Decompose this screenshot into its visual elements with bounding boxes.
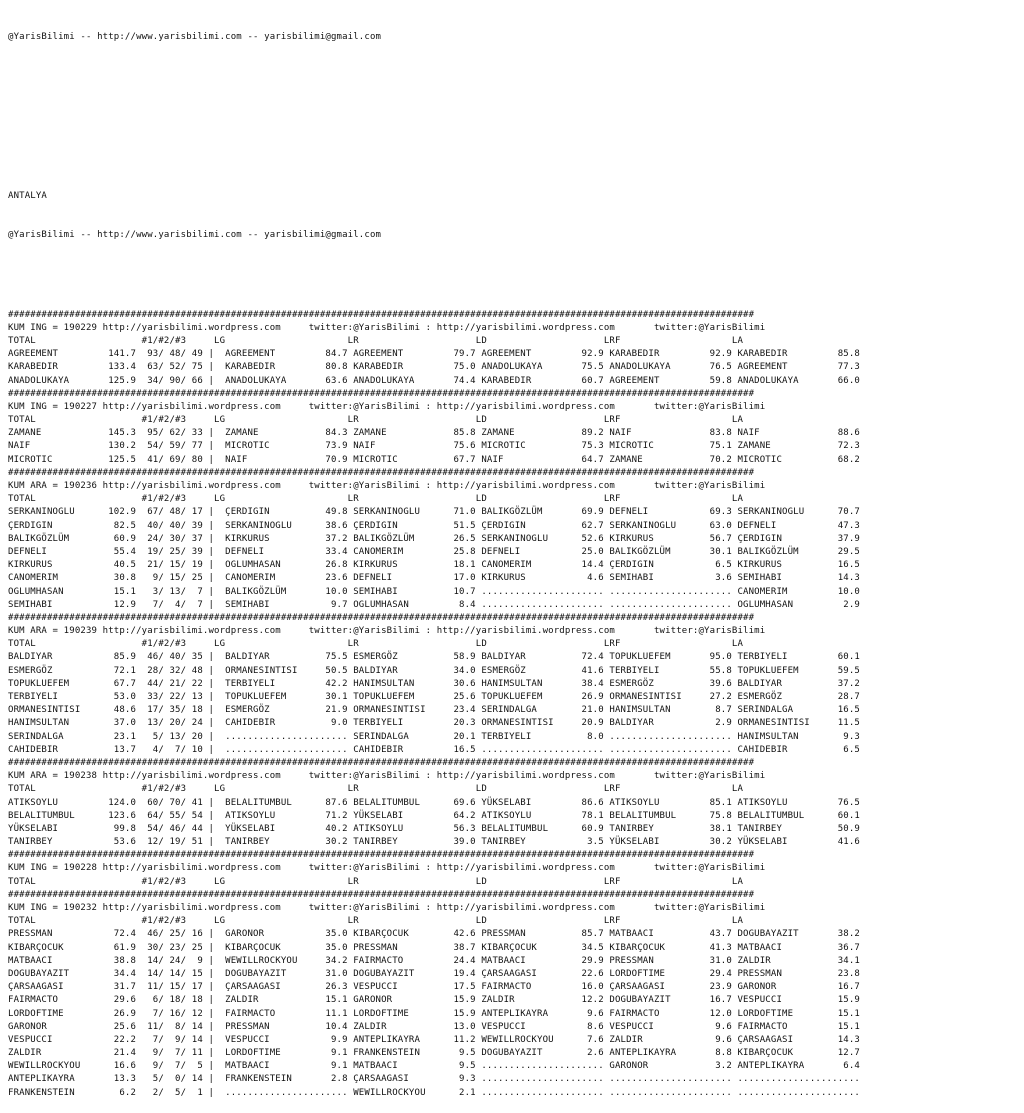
race-block bbox=[8, 625, 860, 757]
result-row: BALIKGÖZLÜM 60.9 24/ 30/ 37 | KIRKURUS 37.2 BALIKGÖZLÜM 26.5 SERKANINOGLU 52.6 KIRKURUS 56.7 ÇERDIGIN 37.9 bbox=[8, 533, 860, 544]
separator-line: ###################################################################################################################################### bbox=[8, 889, 755, 900]
result-row: HANIMSULTAN 37.0 13/ 20/ 24 | CAHIDEBIR 9.0 TERBIYELI 20.3 ORMANESINTISI 20.9 BALDIYAR 2.9 ORMANESINTISI 11.5 bbox=[8, 718, 860, 729]
separator-line: ###################################################################################################################################### bbox=[8, 309, 755, 320]
race-header-line: KUM ARA = 190236 http://yarisbilimi.wordpress.com twitter:@YarisBilimi : http://yarisbilimi.wordpress.com twitter:@YarisBilimi bbox=[8, 481, 766, 491]
race-header-line: KUM ARA = 190239 http://yarisbilimi.wordpress.com twitter:@YarisBilimi : http://yarisbilimi.wordpress.com twitter:@YarisBilimi bbox=[8, 626, 766, 637]
result-row: BALDIYAR 85.9 46/ 40/ 35 | BALDIYAR 75.5 ESMERGÖZ 58.9 BALDIYAR 72.4 TOPUKLUEFEM 95.0 TERBIYELI 60.1 bbox=[8, 652, 860, 663]
result-row: ANTEPLIKAYRA 13.3 5/ 0/ 14 | FRANKENSTEIN 2.8 ÇARSAAGASI 9.3 ...................... ...................... ...................... bbox=[8, 1074, 860, 1085]
race-header-line: KUM ING = 190228 http://yarisbilimi.wordpress.com twitter:@YarisBilimi : http://yarisbilimi.wordpress.com twitter:@YarisBilimi bbox=[8, 863, 766, 874]
result-row: ÇERDIGIN 82.5 40/ 40/ 39 | SERKANINOGLU 38.6 ÇERDIGIN 51.5 ÇERDIGIN 62.7 SERKANINOGLU 63.0 DEFNELI 47.3 bbox=[8, 520, 860, 531]
separator-line: ###################################################################################################################################### bbox=[8, 388, 755, 399]
result-row: AGREEMENT 141.7 93/ 48/ 49 | AGREEMENT 84.7 AGREEMENT 79.7 AGREEMENT 92.9 KARABEDIR 92.9 KARABEDIR 85.8 bbox=[8, 349, 860, 360]
result-row: MATBAACI 38.8 14/ 24/ 9 | WEWILLROCKYOU 34.2 FAIRMACTO 24.4 MATBAACI 29.9 PRESSMAN 31.0 ZALDIR 34.1 bbox=[8, 955, 860, 966]
result-row: SERINDALGA 23.1 5/ 13/ 20 | ...................... SERINDALGA 20.1 TERBIYELI 8.0 ...................... HANIMSULTAN 9.3 bbox=[8, 731, 860, 742]
column-header-line: TOTAL #1/#2/#3 LG LR LD LRF LA bbox=[8, 335, 744, 346]
race-block bbox=[8, 770, 860, 849]
result-row: LORDOFTIME 26.9 7/ 16/ 12 | FAIRMACTO 11.1 LORDOFTIME 15.9 ANTEPLIKAYRA 9.6 FAIRMACTO 12.0 LORDOFTIME 15.1 bbox=[8, 1008, 860, 1019]
race-header-line: KUM ING = 190229 http://yarisbilimi.wordpress.com twitter:@YarisBilimi : http://yarisbilimi.wordpress.com twitter:@YarisBilimi bbox=[8, 322, 766, 333]
separator-line: ###################################################################################################################################### bbox=[8, 612, 755, 623]
result-row: BELALITUMBUL 123.6 64/ 55/ 54 | ATIKSOYLU 71.2 YÜKSELABI 64.2 ATIKSOYLU 78.1 BELALITUMBUL 75.8 BELALITUMBUL 60.1 bbox=[8, 810, 860, 821]
result-row: MICROTIC 125.5 41/ 69/ 80 | NAIF 70.9 MICROTIC 67.7 NAIF 64.7 ZAMANE 70.2 MICROTIC 68.2 bbox=[8, 454, 860, 465]
result-row: DOGUBAYAZIT 34.4 14/ 14/ 15 | DOGUBAYAZIT 31.0 DOGUBAYAZIT 19.4 ÇARSAAGASI 22.6 LORDOFTIME 29.4 PRESSMAN 23.8 bbox=[8, 968, 860, 979]
result-row: TERBIYELI 53.0 33/ 22/ 13 | TOPUKLUEFEM 30.1 TOPUKLUEFEM 25.6 TOPUKLUEFEM 26.9 ORMANESINTISI 27.2 ESMERGÖZ 28.7 bbox=[8, 692, 860, 702]
result-row: WEWILLROCKYOU 16.6 9/ 7/ 5 | MATBAACI 9.1 MATBAACI 9.5 ...................... GARONOR 3.2 ANTEPLIKAYRA 6.4 bbox=[8, 1061, 860, 1072]
blank-line bbox=[8, 150, 860, 163]
column-header-line: TOTAL #1/#2/#3 LG LR LD LRF LA bbox=[8, 916, 744, 927]
result-row: VESPUCCI 22.2 7/ 9/ 14 | VESPUCCI 9.9 ANTEPLIKAYRA 11.2 WEWILLROCKYOU 7.6 ZALDIR 9.6 ÇARSAAGASI 14.3 bbox=[8, 1034, 860, 1045]
result-row: DEFNELI 55.4 19/ 25/ 39 | DEFNELI 33.4 CANOMERIM 25.8 DEFNELI 25.0 BALIKGÖZLÜM 30.1 BALIKGÖZLÜM 29.5 bbox=[8, 546, 860, 557]
header-contact-line: @YarisBilimi -- http://www.yarisbilimi.com -- yarisbilimi@gmail.com bbox=[8, 230, 382, 241]
result-row: SERKANINOGLU 102.9 67/ 48/ 17 | ÇERDIGIN 49.8 SERKANINOGLU 71.0 BALIKGÖZLÜM 69.9 DEFNELI 69.3 SERKANINOGLU 70.7 bbox=[8, 507, 860, 518]
column-header-line: TOTAL #1/#2/#3 LG LR LD LRF LA bbox=[8, 784, 744, 795]
result-row: ATIKSOYLU 124.0 60/ 70/ 41 | BELALITUMBUL 87.6 BELALITUMBUL 69.6 YÜKSELABI 86.6 ATIKSOYLU 85.1 ATIKSOYLU 76.5 bbox=[8, 797, 860, 808]
result-row: KARABEDIR 133.4 63/ 52/ 75 | KARABEDIR 80.8 KARABEDIR 75.0 ANADOLUKAYA 75.5 ANADOLUKAYA 76.5 AGREEMENT 77.3 bbox=[8, 362, 860, 373]
result-row: NAIF 130.2 54/ 59/ 77 | MICROTIC 73.9 NAIF 75.6 MICROTIC 75.3 MICROTIC 75.1 ZAMANE 72.3 bbox=[8, 441, 860, 452]
result-row: CAHIDEBIR 13.7 4/ 7/ 10 | ...................... CAHIDEBIR 16.5 ...................... ...................... CAHIDEBIR 6.5 bbox=[8, 744, 860, 755]
column-header-line: TOTAL #1/#2/#3 LG LR LD LRF LA bbox=[8, 639, 744, 650]
column-header-line: TOTAL #1/#2/#3 LG LR LD LRF LA bbox=[8, 876, 744, 887]
result-row: FRANKENSTEIN 6.2 2/ 5/ 1 | ...................... WEWILLROCKYOU 2.1 ...................... ...................... ...................... bbox=[8, 1087, 860, 1098]
separator-line: ###################################################################################################################################### bbox=[8, 757, 755, 768]
blank-line bbox=[8, 269, 860, 282]
race-block bbox=[8, 862, 860, 888]
result-row: CANOMERIM 30.8 9/ 15/ 25 | CANOMERIM 23.6 DEFNELI 17.0 KIRKURUS 4.6 SEMIHABI 3.6 SEMIHABI 14.3 bbox=[8, 573, 860, 584]
result-row: ÇARSAAGASI 31.7 11/ 15/ 17 | ÇARSAAGASI 26.3 VESPUCCI 17.5 FAIRMACTO 16.0 ÇARSAAGASI 23.9 GARONOR 16.7 bbox=[8, 982, 860, 993]
result-row: ESMERGÖZ 72.1 28/ 32/ 48 | ORMANESINTISI 50.5 BALDIYAR 34.0 ESMERGÖZ 41.6 TERBIYELI 55.8 TOPUKLUEFEM 59.5 bbox=[8, 665, 860, 676]
result-row: SEMIHABI 12.9 7/ 4/ 7 | SEMIHABI 9.7 OGLUMHASAN 8.4 ...................... ...................... OGLUMHASAN 2.9 bbox=[8, 599, 860, 610]
result-row: ZAMANE 145.3 95/ 62/ 33 | ZAMANE 84.3 ZAMANE 85.8 ZAMANE 89.2 NAIF 83.8 NAIF 88.6 bbox=[8, 428, 860, 439]
separator-line: ###################################################################################################################################### bbox=[8, 467, 755, 478]
results-document bbox=[8, 5, 860, 1113]
header-contact-line: @YarisBilimi -- http://www.yarisbilimi.com -- yarisbilimi@gmail.com bbox=[8, 32, 382, 43]
result-row: GARONOR 25.6 11/ 8/ 14 | PRESSMAN 10.4 ZALDIR 13.0 VESPUCCI 8.6 VESPUCCI 9.6 FAIRMACTO 15.1 bbox=[8, 1021, 860, 1032]
race-header-line: KUM ING = 190232 http://yarisbilimi.wordpress.com twitter:@YarisBilimi : http://yarisbilimi.wordpress.com twitter:@YarisBilimi bbox=[8, 903, 766, 913]
result-row: ZALDIR 21.4 9/ 7/ 11 | LORDOFTIME 9.1 FRANKENSTEIN 9.5 DOGUBAYAZIT 2.6 ANTEPLIKAYRA 8.8 KIBARÇOCUK 12.7 bbox=[8, 1048, 860, 1059]
result-row: TOPUKLUEFEM 67.7 44/ 21/ 22 | TERBIYELI 42.2 HANIMSULTAN 30.6 HANIMSULTAN 38.4 ESMERGÖZ 39.6 BALDIYAR 37.2 bbox=[8, 678, 860, 689]
result-row: FAIRMACTO 29.6 6/ 18/ 18 | ZALDIR 15.1 GARONOR 15.9 ZALDIR 12.2 DOGUBAYAZIT 16.7 VESPUCCI 15.9 bbox=[8, 995, 860, 1006]
result-row: KIRKURUS 40.5 21/ 15/ 19 | OGLUMHASAN 26.8 KIRKURUS 18.1 CANOMERIM 14.4 ÇERDIGIN 6.5 KIRKURUS 16.5 bbox=[8, 560, 860, 571]
separator-line: ###################################################################################################################################### bbox=[8, 850, 755, 861]
blank-line bbox=[8, 111, 860, 124]
result-row: PRESSMAN 72.4 46/ 25/ 16 | GARONOR 35.0 KIBARÇOCUK 42.6 PRESSMAN 85.7 MATBAACI 43.7 DOGUBAYAZIT 38.2 bbox=[8, 929, 860, 940]
race-blocks bbox=[8, 309, 860, 1100]
race-header-line: KUM ING = 190227 http://yarisbilimi.wordpress.com twitter:@YarisBilimi : http://yarisbilimi.wordpress.com twitter:@YarisBilimi bbox=[8, 401, 766, 412]
column-header-line: TOTAL #1/#2/#3 LG LR LD LRF LA bbox=[8, 415, 744, 426]
result-row: OGLUMHASAN 15.1 3/ 13/ 7 | BALIKGÖZLÜM 10.0 SEMIHABI 10.7 ...................... ...................... CANOMERIM 10.0 bbox=[8, 586, 860, 597]
race-block bbox=[8, 401, 860, 467]
result-row: ORMANESINTISI 48.6 17/ 35/ 18 | ESMERGÖZ 21.9 ORMANESINTISI 23.4 SERINDALGA 21.0 HANIMSULTAN 8.7 SERINDALGA 16.5 bbox=[8, 705, 860, 716]
result-row: YÜKSELABI 99.8 54/ 46/ 44 | YÜKSELABI 40.2 ATIKSOYLU 56.3 BELALITUMBUL 60.9 TANIRBEY 38.1 TANIRBEY 50.9 bbox=[8, 823, 860, 834]
race-block bbox=[8, 322, 860, 388]
city-title: ANTALYA bbox=[8, 190, 47, 201]
result-row: KIBARÇOCUK 61.9 30/ 23/ 25 | KIBARÇOCUK 35.0 PRESSMAN 38.7 KIBARÇOCUK 34.5 KIBARÇOCUK 41.3 MATBAACI 36.7 bbox=[8, 942, 860, 953]
column-header-line: TOTAL #1/#2/#3 LG LR LD LRF LA bbox=[8, 494, 744, 505]
race-block bbox=[8, 480, 860, 612]
race-header-line: KUM ARA = 190238 http://yarisbilimi.wordpress.com twitter:@YarisBilimi : http://yarisbilimi.wordpress.com twitter:@YarisBilimi bbox=[8, 771, 766, 782]
blank-line bbox=[8, 71, 860, 84]
race-block bbox=[8, 902, 860, 1100]
result-row: ANADOLUKAYA 125.9 34/ 90/ 66 | ANADOLUKAYA 63.6 ANADOLUKAYA 74.4 KARABEDIR 60.7 AGREEMENT 59.8 ANADOLUKAYA 66.0 bbox=[8, 375, 860, 386]
result-row: TANIRBEY 53.6 12/ 19/ 51 | TANIRBEY 30.2 TANIRBEY 39.0 TANIRBEY 3.5 YÜKSELABI 30.2 YÜKSELABI 41.6 bbox=[8, 837, 860, 848]
